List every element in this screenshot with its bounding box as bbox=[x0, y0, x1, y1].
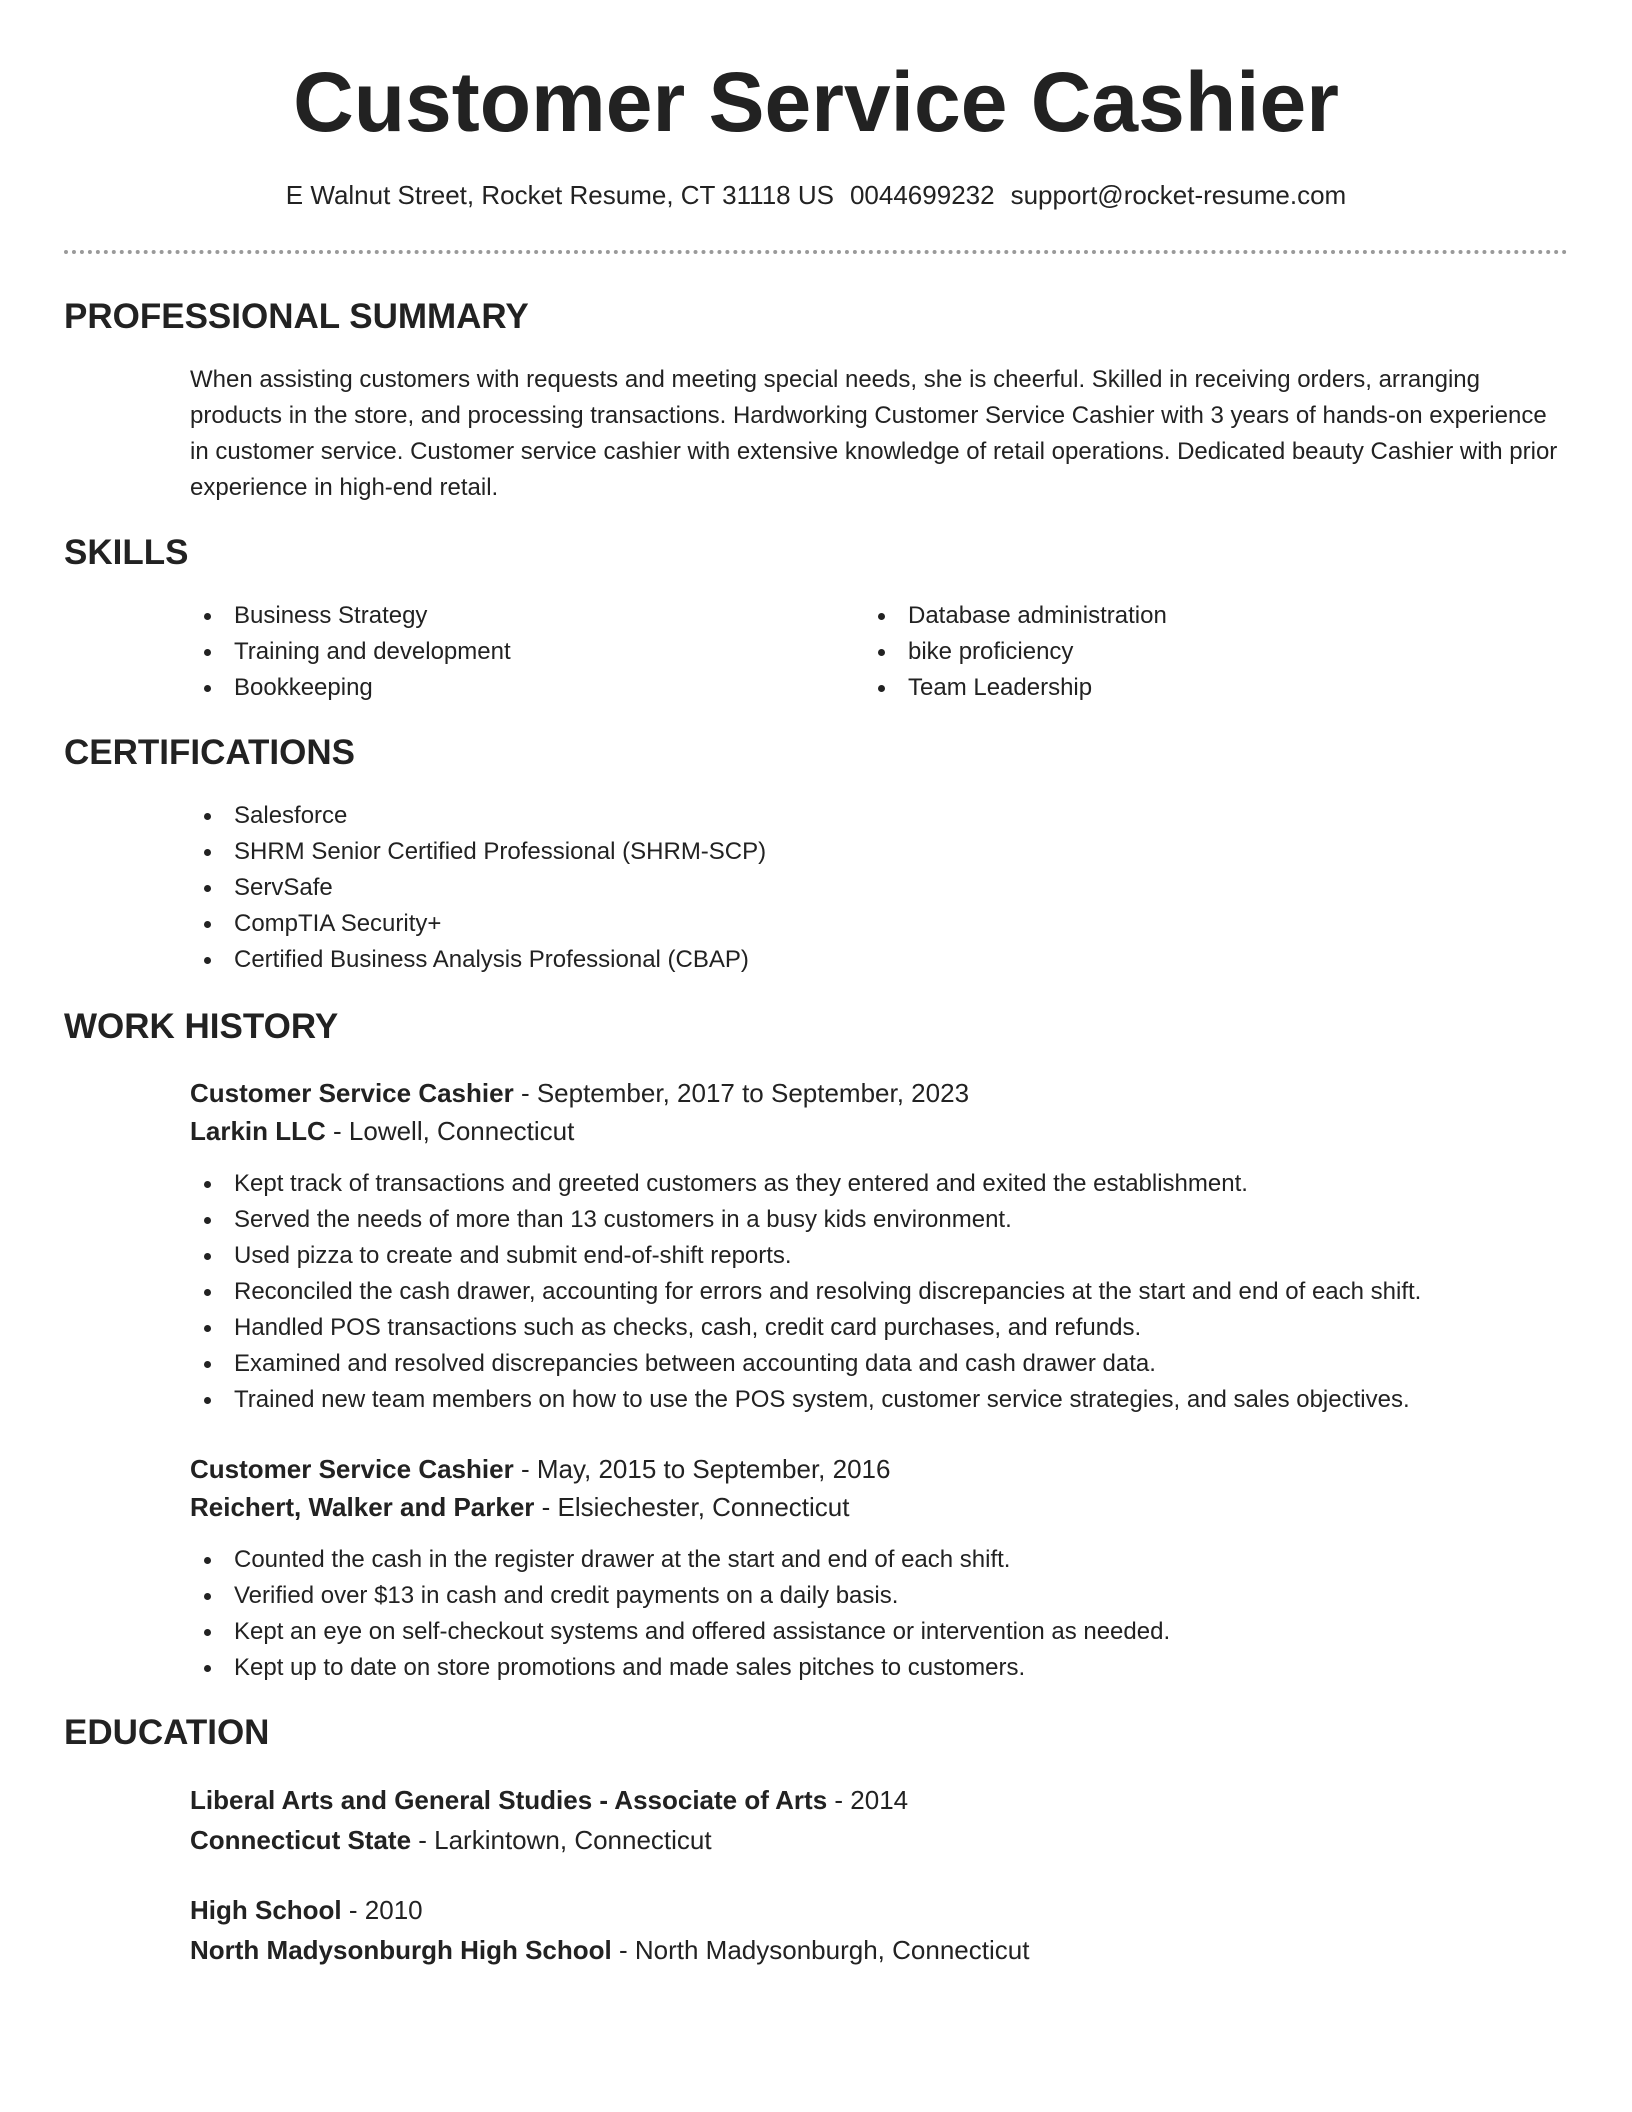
certification-item: Salesforce bbox=[190, 798, 1568, 834]
bullet-icon bbox=[204, 1665, 211, 1672]
bullet-icon bbox=[204, 1289, 211, 1296]
bullet-icon bbox=[204, 1361, 211, 1368]
job-company-line bbox=[190, 1488, 1568, 1526]
bullet-icon bbox=[878, 649, 885, 656]
education-school-line bbox=[190, 1820, 1568, 1860]
skill-item: Training and development bbox=[190, 634, 790, 670]
duty-item: Counted the cash in the register drawer at the start and end of each shift. bbox=[190, 1542, 1568, 1578]
resume-title: Customer Service Cashier bbox=[293, 55, 1339, 149]
contact-address: E Walnut Street, Rocket Resume, CT 31118 US bbox=[285, 180, 834, 210]
job-duties bbox=[190, 1166, 1568, 1418]
duty-item: Kept an eye on self-checkout systems and offered assistance or intervention as needed. bbox=[190, 1614, 1568, 1650]
bullet-icon bbox=[204, 813, 211, 820]
summary-heading: PROFESSIONAL SUMMARY bbox=[64, 297, 529, 336]
job-company: Reichert, Walker and Parker bbox=[190, 1492, 535, 1522]
skill-item: Business Strategy bbox=[190, 598, 790, 634]
bullet-icon bbox=[204, 885, 211, 892]
job-title-line bbox=[190, 1074, 1568, 1112]
skill-item: Database administration bbox=[864, 598, 1464, 634]
education-heading: EDUCATION bbox=[64, 1713, 270, 1752]
skills-right-column bbox=[864, 598, 1464, 706]
job-company: Larkin LLC bbox=[190, 1116, 326, 1146]
bullet-icon bbox=[204, 1397, 211, 1404]
job-entry bbox=[190, 1074, 1568, 1418]
bullet-icon bbox=[878, 685, 885, 692]
certification-item: Certified Business Analysis Professional (CBAP) bbox=[190, 942, 1568, 978]
job-duties bbox=[190, 1542, 1568, 1686]
job-dates: - May, 2015 to September, 2016 bbox=[513, 1454, 891, 1484]
certification-item: CompTIA Security+ bbox=[190, 906, 1568, 942]
job-location: - Lowell, Connecticut bbox=[325, 1116, 575, 1146]
work-history-heading: WORK HISTORY bbox=[64, 1007, 339, 1046]
education-degree: High School bbox=[190, 1895, 342, 1925]
education-location: - Larkintown, Connecticut bbox=[411, 1825, 712, 1855]
skill-item: Team Leadership bbox=[864, 670, 1464, 706]
certifications-heading: CERTIFICATIONS bbox=[64, 733, 356, 772]
job-role: Customer Service Cashier bbox=[190, 1078, 514, 1108]
job-entry bbox=[190, 1450, 1568, 1686]
education-degree-line bbox=[190, 1890, 1568, 1930]
contact-phone: 0044699232 bbox=[849, 180, 995, 210]
duty-item: Handled POS transactions such as checks, cash, credit card purchases, and refunds. bbox=[190, 1310, 1568, 1346]
skill-item: bike proficiency bbox=[864, 634, 1464, 670]
bullet-icon bbox=[204, 921, 211, 928]
education-year: - 2014 bbox=[827, 1785, 909, 1815]
education-school-line bbox=[190, 1930, 1568, 1970]
bullet-icon bbox=[204, 613, 211, 620]
job-role: Customer Service Cashier bbox=[190, 1454, 514, 1484]
education-entry bbox=[190, 1780, 1568, 1860]
skill-item: Bookkeeping bbox=[190, 670, 790, 706]
education-degree: Liberal Arts and General Studies - Associate of Arts bbox=[190, 1785, 828, 1815]
skills-heading: SKILLS bbox=[64, 533, 189, 572]
duty-item: Kept track of transactions and greeted customers as they entered and exited the establishment. bbox=[190, 1166, 1568, 1202]
bullet-icon bbox=[204, 1557, 211, 1564]
summary-text: When assisting customers with requests and meeting special needs, she is cheerful. Skilled in receiving orders, arranging products in the store, and processing transactions. Hardworking Customer Service Cashier with 3 years of hands-on experience in customer service. Customer service cashier with extensive knowledge of retail operations. Dedicated beauty Cashier with prior experience in high-end retail. bbox=[190, 366, 1558, 501]
duty-item: Kept up to date on store promotions and made sales pitches to customers. bbox=[190, 1650, 1568, 1686]
contact-email: support@rocket-resume.com bbox=[1010, 180, 1347, 210]
job-dates: - September, 2017 to September, 2023 bbox=[513, 1078, 970, 1108]
bullet-icon bbox=[204, 1593, 211, 1600]
bullet-icon bbox=[204, 1629, 211, 1636]
bullet-icon bbox=[204, 1217, 211, 1224]
job-location: - Elsiechester, Connecticut bbox=[534, 1492, 850, 1522]
education-year: - 2010 bbox=[341, 1895, 423, 1925]
duty-item: Examined and resolved discrepancies between accounting data and cash drawer data. bbox=[190, 1346, 1568, 1382]
education-location: - North Madysonburgh, Connecticut bbox=[611, 1935, 1030, 1965]
job-company-line bbox=[190, 1112, 1568, 1150]
certifications-section bbox=[190, 798, 1568, 978]
job-title-line bbox=[190, 1450, 1568, 1488]
education-school: North Madysonburgh High School bbox=[190, 1935, 612, 1965]
education-entry bbox=[190, 1890, 1568, 1970]
bullet-icon bbox=[204, 1325, 211, 1332]
header-divider bbox=[64, 250, 1568, 254]
duty-item: Reconciled the cash drawer, accounting for errors and resolving discrepancies at the start and end of each shift. bbox=[190, 1274, 1568, 1310]
skills-left-column bbox=[190, 598, 790, 706]
bullet-icon bbox=[204, 685, 211, 692]
education-school: Connecticut State bbox=[190, 1825, 412, 1855]
education-degree-line bbox=[190, 1780, 1568, 1820]
duty-item: Used pizza to create and submit end-of-shift reports. bbox=[190, 1238, 1568, 1274]
certification-item: SHRM Senior Certified Professional (SHRM-SCP) bbox=[190, 834, 1568, 870]
duty-item: Served the needs of more than 13 customers in a busy kids environment. bbox=[190, 1202, 1568, 1238]
bullet-icon bbox=[204, 649, 211, 656]
duty-item: Verified over $13 in cash and credit payments on a daily basis. bbox=[190, 1578, 1568, 1614]
bullet-icon bbox=[204, 1181, 211, 1188]
bullet-icon bbox=[878, 613, 885, 620]
contact-line bbox=[64, 180, 1568, 211]
bullet-icon bbox=[204, 1253, 211, 1260]
bullet-icon bbox=[204, 957, 211, 964]
summary-section bbox=[190, 362, 1568, 506]
bullet-icon bbox=[204, 849, 211, 856]
duty-item: Trained new team members on how to use the POS system, customer service strategies, and sales objectives. bbox=[190, 1382, 1568, 1418]
certification-item: ServSafe bbox=[190, 870, 1568, 906]
